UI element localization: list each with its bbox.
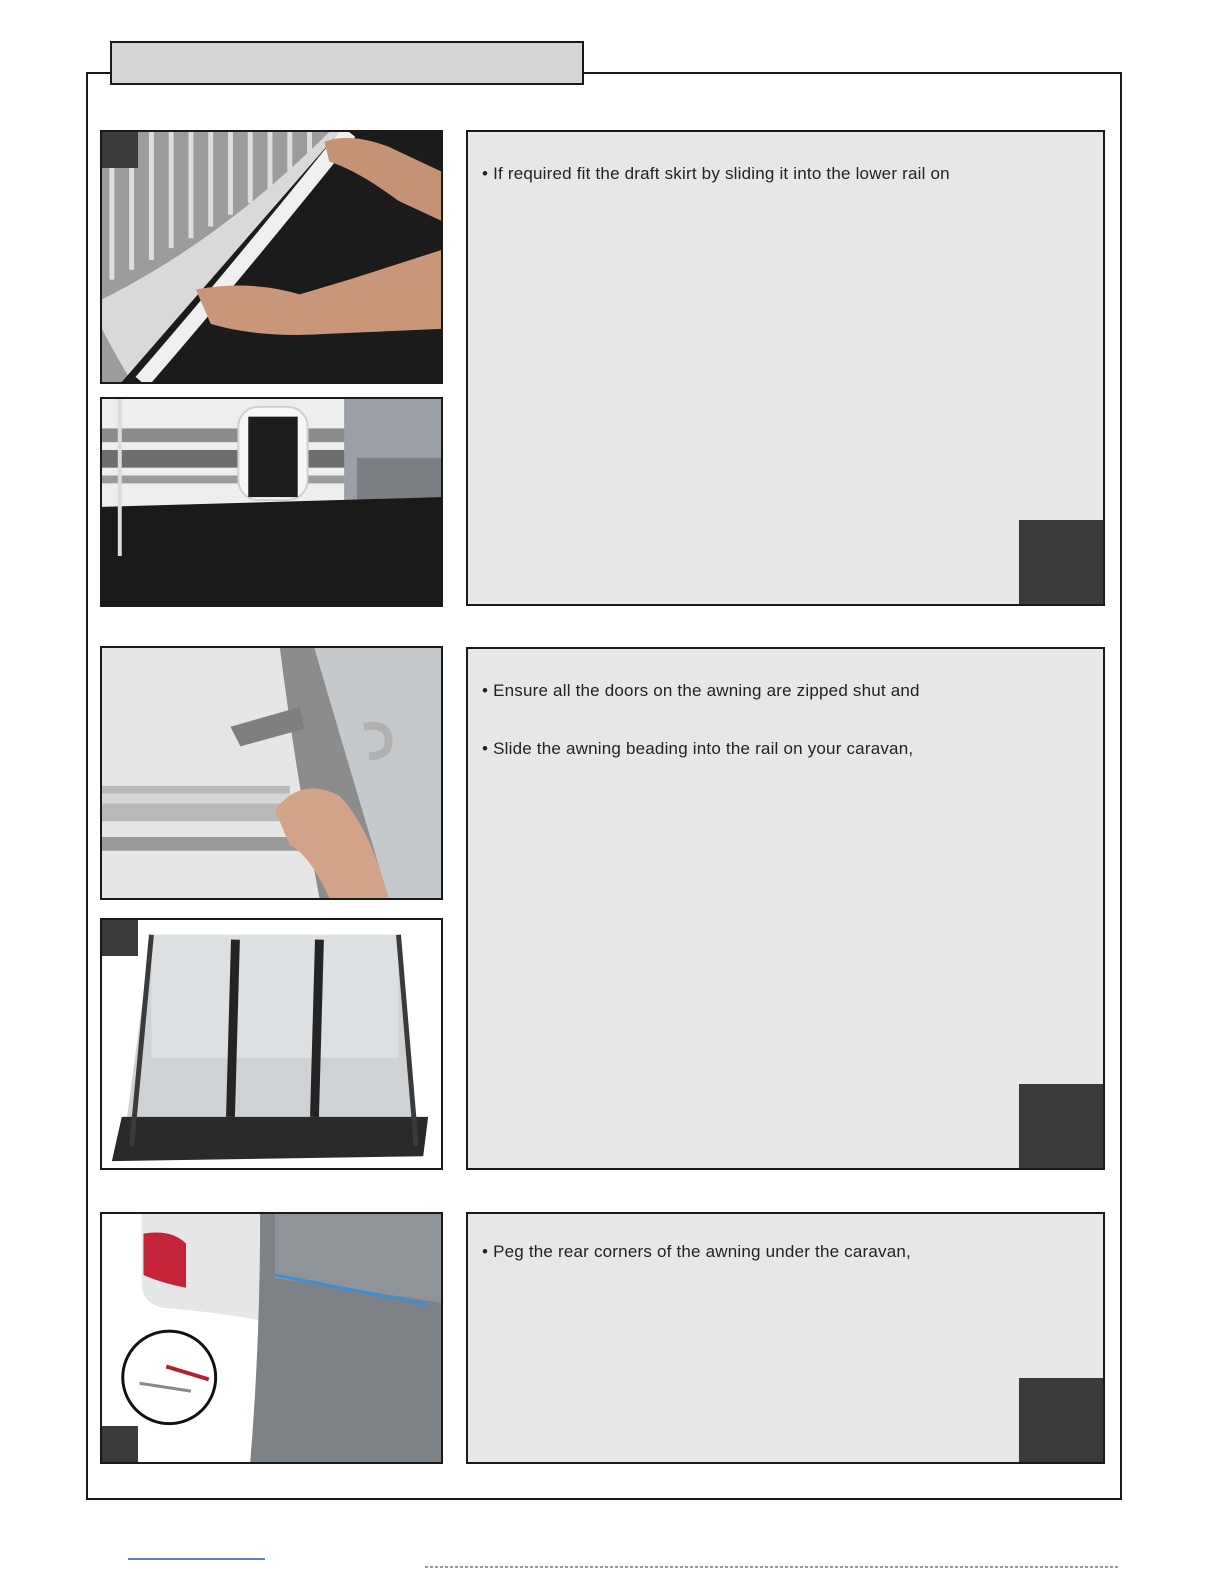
instruction-text: • Slide the awning beading into the rail on your caravan,	[482, 739, 914, 758]
instruction-text: • If required fit the draft skirt by sliding it into the lower rail on	[482, 164, 950, 183]
photo-awning-inner-frame	[100, 918, 443, 1170]
photo-awning-beading-rail	[100, 646, 443, 900]
photo-rear-corner-pegging	[100, 1212, 443, 1464]
instruction-panel-1	[466, 130, 1105, 606]
photo-draft-skirt-fitted	[100, 397, 443, 607]
section-header-tab	[110, 41, 584, 85]
instruction-text: • Ensure all the doors on the awning are zipped shut and	[482, 681, 920, 700]
footer-scan-marks	[0, 1555, 1225, 1585]
photo-draft-skirt-fitting	[100, 130, 443, 384]
instruction-text: • Peg the rear corners of the awning under the caravan,	[482, 1242, 911, 1261]
instruction-panel-2	[466, 647, 1105, 1170]
step-number-marker	[1019, 520, 1103, 604]
photo-step-marker	[102, 1426, 138, 1462]
photo-step-marker	[102, 132, 138, 168]
instruction-panel-3	[466, 1212, 1105, 1464]
step-number-marker	[1019, 1084, 1103, 1168]
step-number-marker	[1019, 1378, 1103, 1462]
photo-step-marker	[102, 920, 138, 956]
